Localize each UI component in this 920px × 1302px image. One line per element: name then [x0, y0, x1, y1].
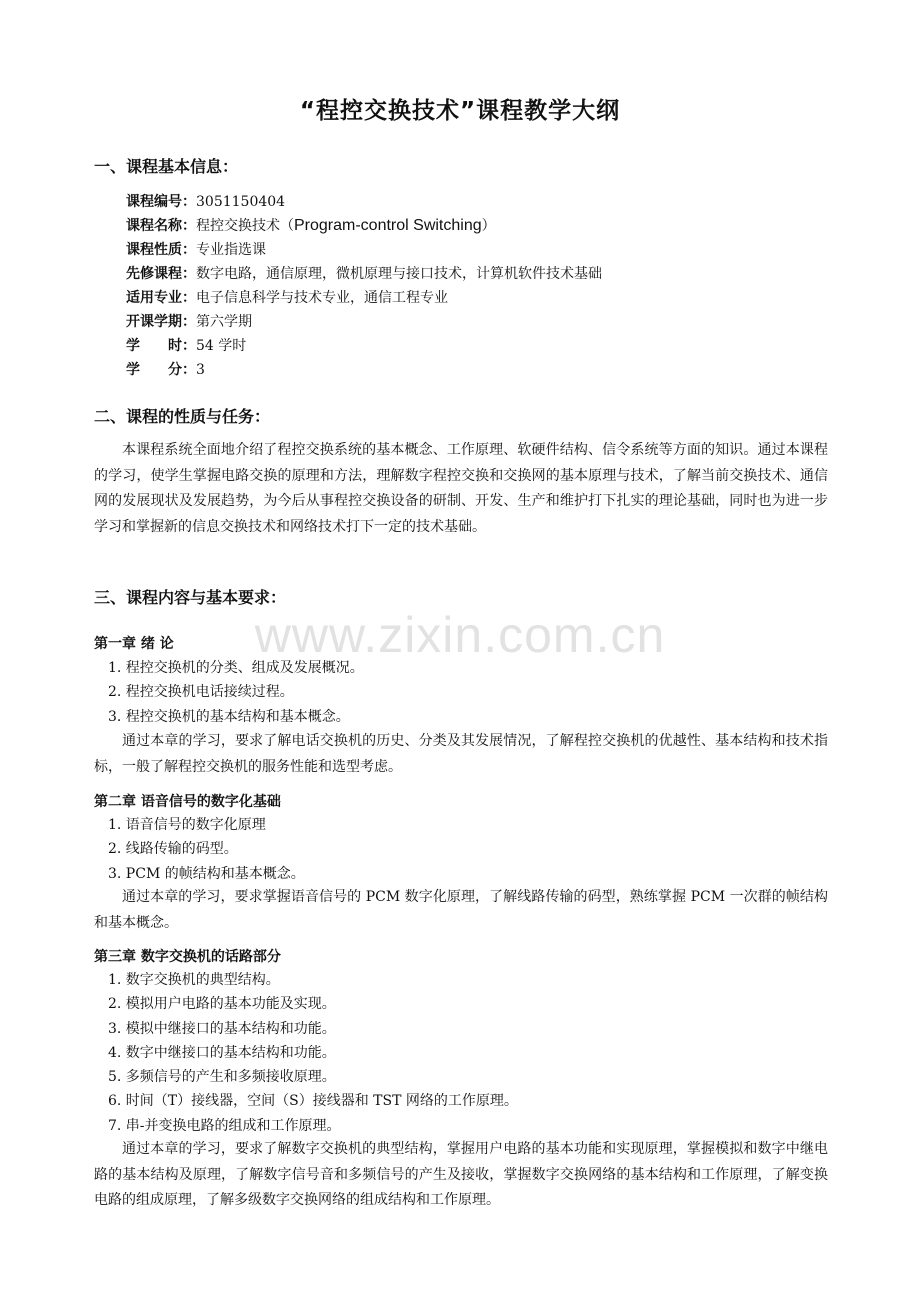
info-row-code — [126, 190, 602, 214]
info-value: 电子信息科学与技术专业，通信工程专业 — [196, 290, 448, 306]
chapter-title: 第一章 绪 论 — [94, 636, 174, 652]
info-label: 课程编号： — [126, 194, 196, 210]
info-row-prerequisites — [126, 262, 602, 286]
list-item: 6. 时间（T）接线器，空间（S）接线器和 TST 网络的工作原理。 — [108, 1093, 518, 1110]
info-value: 3 — [196, 362, 205, 378]
info-value-english: Program-control Switching — [294, 217, 482, 234]
list-item: 2. 程控交换机电话接续过程。 — [108, 684, 294, 701]
page-title: “程控交换技术”课程教学大纲 — [299, 98, 621, 124]
list-item: 3. 模拟中继接口的基本结构和功能。 — [108, 1020, 336, 1037]
section-heading-basic-info: 一、课程基本信息： — [94, 157, 239, 176]
chapter-summary: 通过本章的学习，要求了解电话交换机的历史、分类及其发展情况，了解程控交换机的优越性、基本结构和技术指标，一般了解程控交换机的服务性能和选型考虑。 — [94, 733, 828, 775]
course-info-list — [126, 190, 602, 382]
list-item: 7. 串-并变换电路的组成和工作原理。 — [108, 1117, 341, 1134]
chapter-summary: 通过本章的学习，要求掌握语音信号的 PCM 数字化原理，了解线路传输的码型，熟练掌握 PCM 一次群的帧结构和基本概念。 — [94, 889, 828, 931]
section-heading-nature-task: 二、课程的性质与任务： — [94, 407, 271, 426]
section-paragraph: 本课程系统全面地介绍了程控交换系统的基本概念、工作原理、软硬件结构、信令系统等方面的知识。通过本课程的学习，使学生掌握电路交换的原理和方法，理解数字程控交换和交换网的基本原理与技术，了解当前交换技术、通信网的发展现状及发展趋势，为今后从事程控交换设备的研制、开发、生产和维护打下扎实的理论基础，同时也为进一步学习和掌握新的信息交换技术和网络技术打下一定的技术基础。 — [94, 442, 828, 535]
info-value: 3051150404 — [196, 194, 286, 210]
info-label: 学 分： — [126, 362, 196, 378]
info-value: 数字电路，通信原理，微机原理与接口技术，计算机软件技术基础 — [196, 266, 602, 282]
chapter-item-list — [108, 813, 305, 886]
section-heading-content: 三、课程内容与基本要求： — [94, 588, 287, 607]
chapter-title: 第二章 语音信号的数字化基础 — [94, 794, 281, 810]
chapter-title: 第三章 数字交换机的话路部分 — [94, 949, 281, 965]
chapter-item-list — [108, 968, 518, 1138]
list-item: 1. 语音信号的数字化原理 — [108, 817, 266, 833]
list-item: 2. 线路传输的码型。 — [108, 841, 238, 858]
info-row-hours — [126, 334, 602, 358]
info-row-credits — [126, 358, 602, 382]
list-item: 3. 程控交换机的基本结构和基本概念。 — [108, 708, 350, 725]
info-row-nature — [126, 238, 602, 262]
info-label: 适用专业： — [126, 290, 196, 306]
info-label: 开课学期： — [126, 314, 196, 330]
info-label: 学 时： — [126, 338, 196, 354]
info-value: 54 学时 — [196, 338, 247, 354]
list-item: 1. 数字交换机的典型结构。 — [108, 972, 280, 988]
info-row-name — [126, 214, 602, 238]
info-label: 课程名称： — [126, 218, 196, 234]
chapter-summary: 通过本章的学习，要求了解数字交换机的典型结构，掌握用户电路的基本功能和实现原理，掌握模拟和数字中继电路的基本结构及原理，了解数字信号音和多频信号的产生及接收，掌握数字交换网络的基本结构和工作原理，了解变换电路的组成原理，了解多级数字交换网络的组成结构和工作原理。 — [94, 1141, 828, 1208]
list-item: 4. 数字中继接口的基本结构和功能。 — [108, 1044, 336, 1061]
chapter-item-list — [108, 656, 364, 729]
info-row-semester — [126, 310, 602, 334]
list-item: 2. 模拟用户电路的基本功能及实现。 — [108, 996, 336, 1013]
info-value-tail: ） — [481, 218, 496, 234]
info-value: 专业指选课 — [196, 242, 266, 258]
info-label: 课程性质： — [126, 242, 196, 258]
watermark: www.zixin.com.cn — [254, 607, 666, 663]
list-item: 5. 多频信号的产生和多频接收原理。 — [108, 1069, 336, 1086]
info-value: 第六学期 — [196, 314, 252, 330]
list-item: 3. PCM 的帧结构和基本概念。 — [108, 865, 305, 882]
info-value: 程控交换技术（ — [196, 218, 294, 234]
info-label: 先修课程： — [126, 266, 196, 282]
info-row-majors — [126, 286, 602, 310]
list-item: 1. 程控交换机的分类、组成及发展概况。 — [108, 660, 364, 676]
